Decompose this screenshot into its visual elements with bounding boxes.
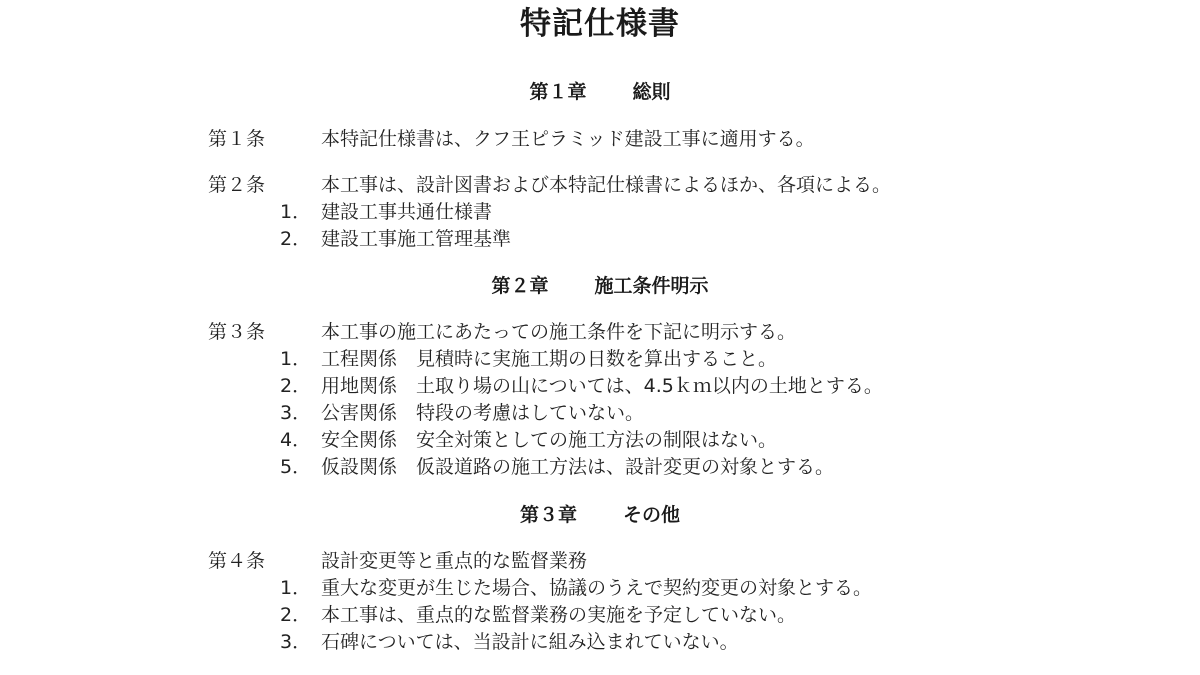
list-item-number: 2． <box>280 375 312 397</box>
list-item-category: 用地関係 <box>321 375 398 397</box>
list-item-text <box>321 400 644 426</box>
chapter-number: 第１章 <box>529 81 587 103</box>
article-text: 本工事は、設計図書および本特記仕様書によるほか、各項による。 <box>321 174 892 196</box>
list-item-description: 特段の考慮はしていない。 <box>416 402 645 424</box>
list-item-number: 3． <box>280 631 312 653</box>
chapter-name: 施工条件明示 <box>594 275 709 297</box>
chapter-name: 総則 <box>632 81 671 103</box>
list-item-text: 石碑については、当設計に組み込まれていない。 <box>321 631 739 653</box>
list-item-description: 見積時に実施工期の日数を算出すること。 <box>416 348 778 370</box>
chapter-name: その他 <box>623 504 681 526</box>
list-item-description: 仮設道路の施工方法は、設計変更の対象とする。 <box>416 456 835 478</box>
chapter-heading <box>0 273 1200 299</box>
article-text: 本工事の施工にあたっての施工条件を下記に明示する。 <box>321 321 797 343</box>
list-item-number: 1． <box>280 577 312 599</box>
list-item-text <box>321 427 777 453</box>
list-item-number: 1． <box>280 348 312 370</box>
list-item-number: 5． <box>280 456 312 478</box>
article-text: 設計変更等と重点的な監督業務 <box>321 550 588 572</box>
chapter-number: 第２章 <box>491 275 549 297</box>
list-item-text <box>321 346 777 372</box>
list-item-number: 1． <box>280 201 312 223</box>
list-item-number: 2． <box>280 228 312 250</box>
article-text: 本特記仕様書は、クフ王ピラミッド建設工事に適用する。 <box>321 128 815 150</box>
list-item-number: 3． <box>280 402 312 424</box>
list-item-number: 2． <box>280 604 312 626</box>
list-item-text <box>321 454 834 480</box>
document-title: 特記仕様書 <box>520 6 680 42</box>
list-item-text: 重大な変更が生じた場合、協議のうえで契約変更の対象とする。 <box>321 577 873 599</box>
article-label: 第４条 <box>208 550 266 572</box>
list-item-description: 安全対策としての施工方法の制限はない。 <box>416 429 778 451</box>
article-label: 第２条 <box>208 174 266 196</box>
list-item-category: 公害関係 <box>321 402 398 424</box>
list-item-text: 建設工事施工管理基準 <box>321 228 512 250</box>
list-item-text: 建設工事共通仕様書 <box>321 201 493 223</box>
list-item-text: 本工事は、重点的な監督業務の実施を予定していない。 <box>321 604 797 626</box>
chapter-heading <box>0 79 1200 105</box>
list-item-text <box>321 373 883 399</box>
article-label: 第１条 <box>208 128 266 150</box>
list-item-category: 工程関係 <box>321 348 398 370</box>
list-item-category: 安全関係 <box>321 429 398 451</box>
list-item-category: 仮設関係 <box>321 456 398 478</box>
list-item-description: 土取り場の山については、4.5ｋｍ以内の土地とする。 <box>416 375 883 397</box>
chapter-number: 第３章 <box>519 504 577 526</box>
list-item-number: 4． <box>280 429 312 451</box>
article-label: 第３条 <box>208 321 266 343</box>
chapter-heading <box>0 502 1200 528</box>
